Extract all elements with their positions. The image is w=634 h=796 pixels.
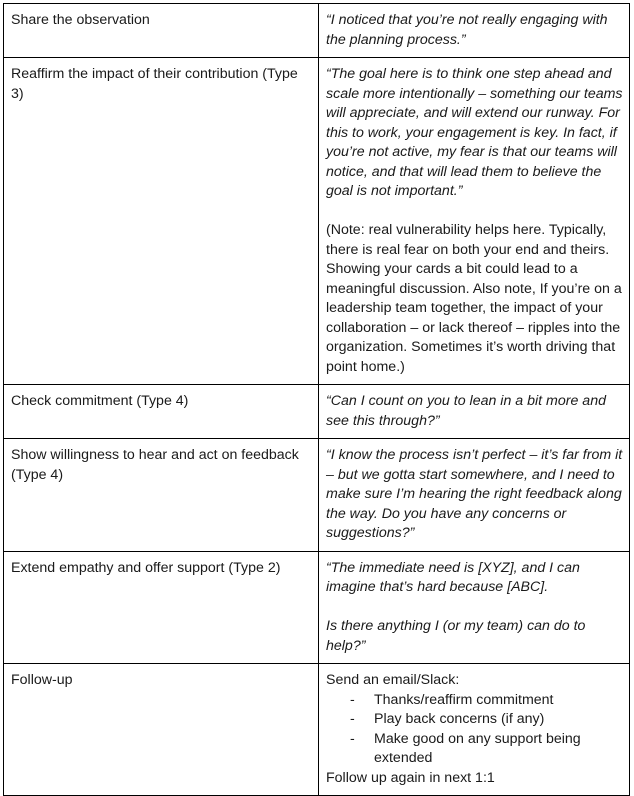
list-item-text: Play back concerns (if any) — [374, 711, 545, 727]
script-cell: “Can I count on you to lean in a bit more and see this through?” — [319, 385, 630, 439]
list-item — [350, 691, 623, 711]
paragraph-spacer — [326, 202, 623, 222]
table-row — [4, 58, 630, 385]
script-cell: “I noticed that you’re not really engaging with the planning process.” — [319, 4, 630, 58]
dash-bullet: - — [350, 711, 355, 727]
step-cell: Check commitment (Type 4) — [4, 385, 319, 439]
list-item — [350, 710, 623, 730]
script-cell: “I know the process isn’t perfect – it’s far from it – but we gotta start somewhere, and I need to make sure I’m hearing the right feedback along the way. Do you have any concerns or suggestions?” — [319, 439, 630, 552]
step-cell: Show willingness to hear and act on feedback (Type 4) — [4, 439, 319, 552]
script-cell — [319, 664, 630, 796]
step-cell: Follow-up — [4, 664, 319, 796]
script-cell — [319, 551, 630, 664]
followup-intro: Send an email/Slack: — [326, 672, 460, 688]
list-item-text: Make good on any support being extended — [374, 730, 581, 766]
dash-bullet: - — [350, 691, 355, 708]
table-row — [4, 439, 630, 552]
table-row — [4, 551, 630, 664]
step-cell: Share the observation — [4, 4, 319, 58]
table-row — [4, 4, 630, 58]
script-quote-continued: Is there anything I (or my team) can do to help?” — [326, 618, 586, 654]
paragraph-spacer — [326, 598, 623, 618]
step-cell: Extend empathy and offer support (Type 2) — [4, 551, 319, 664]
step-cell: Reaffirm the impact of their contribution (Type 3) — [4, 58, 319, 385]
script-cell — [319, 58, 630, 385]
script-quote: “The immediate need is [XYZ], and I can imagine that’s hard because [ABC]. — [326, 559, 580, 595]
conversation-guide-table — [3, 3, 630, 796]
list-item-text: Thanks/reaffirm commitment — [374, 691, 554, 708]
table-row — [4, 385, 630, 439]
dash-bullet: - — [350, 730, 355, 747]
script-quote: “The goal here is to think one step ahead and scale more intentionally – something our teams will appreciate, and will extend our runway. For this to work, your engagement is key. In fact, if you’re not active, my fear is that our teams will notice, and that will lead them to believe the goal is not important.” — [326, 66, 623, 199]
table-row — [4, 664, 630, 796]
script-note: (Note: real vulnerability helps here. Typically, there is real fear on both your end and theirs. Showing your cards a bit could lead to a meaningful discussion. Also note, If you’re on a leadership team together, the impact of your collaboration – or lack thereof – ripples into the organization. Sometimes it’s worth driving that point home.) — [326, 222, 622, 375]
list-item — [350, 730, 623, 769]
followup-outro: Follow up again in next 1:1 — [326, 769, 495, 786]
followup-list — [326, 691, 623, 769]
